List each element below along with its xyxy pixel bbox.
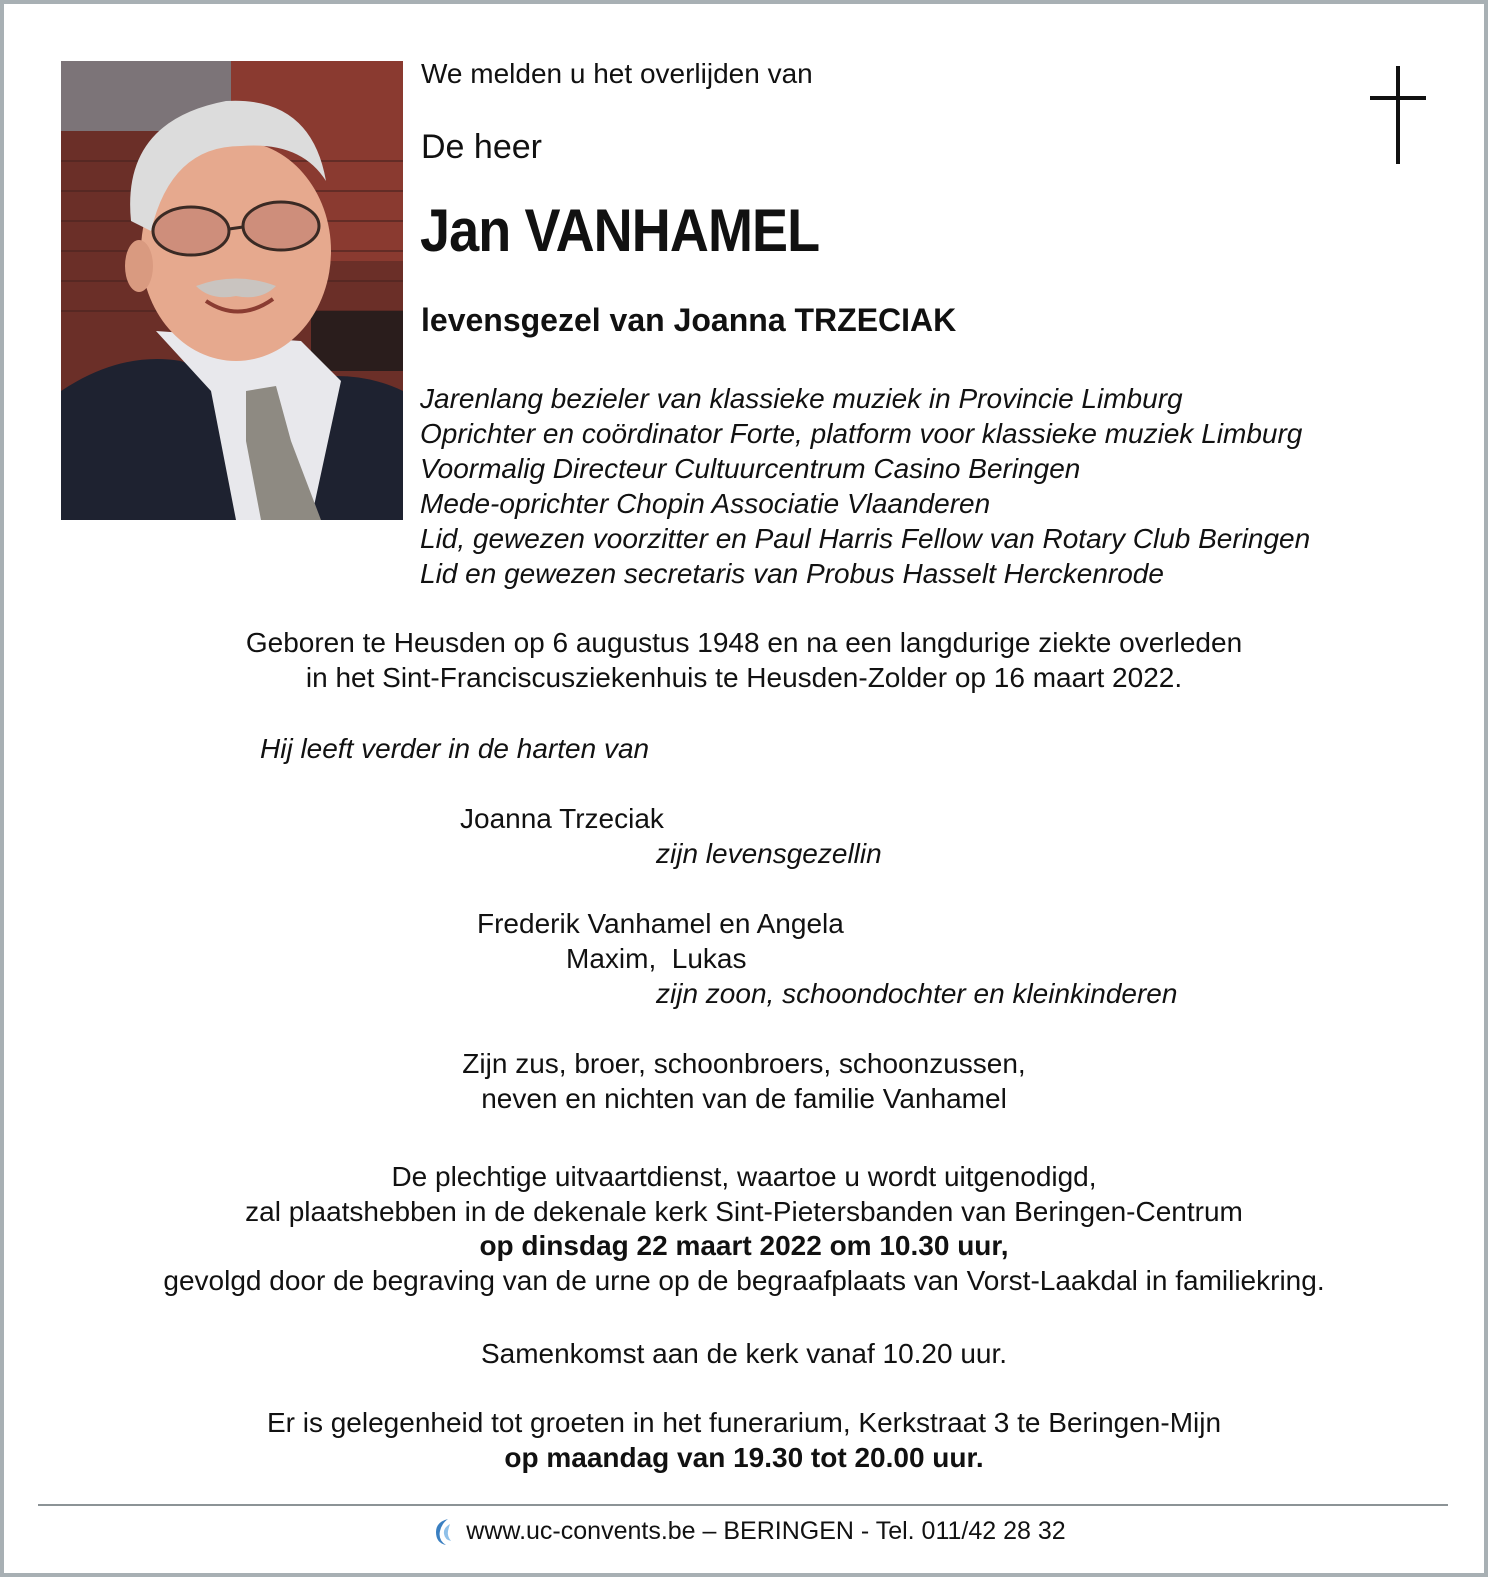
partner-role: zijn levensgezellin [656, 838, 882, 869]
bio-line: Lid en gewezen secretaris van Probus Hasselt Herckenrode [420, 558, 1164, 589]
birth-line: Geboren te Heusden op 6 augustus 1948 en na een langdurige ziekte overleden [245, 627, 1243, 658]
grandchildren-names: Maxim, Lukas [566, 943, 747, 974]
visitation-line: Er is gelegenheid tot groeten in het funerarium, Kerkstraat 3 te Beringen-Mijn [266, 1407, 1222, 1438]
death-line: in het Sint-Franciscusziekenhuis te Heusden-Zolder op 16 maart 2022. [305, 661, 1183, 693]
service-line: zal plaatshebben in de dekenale kerk Sint-Pietersbanden van Beringen-Centrum [245, 1195, 1243, 1227]
footer-contact: www.uc-convents.be – BERINGEN - Tel. 011/42 28 32 [466, 1517, 1066, 1545]
bio-line: Voormalig Directeur Cultuurcentrum Casino Beringen [420, 453, 1081, 484]
gathering-line: Samenkomst aan de kerk vanaf 10.20 uur. [480, 1338, 1008, 1369]
deceased-name: Jan VANHAMEL [420, 197, 820, 264]
visitation-time: op maandag van 19.30 tot 20.00 uur. [504, 1441, 984, 1473]
partner-name: Joanna Trzeciak [460, 803, 664, 834]
footer-divider [38, 1504, 1448, 1506]
relatives-line: neven en nichten van de familie Vanhamel [481, 1082, 1007, 1114]
honorific: De heer [421, 128, 542, 166]
son-name: Frederik Vanhamel en Angela [477, 908, 844, 939]
bio-line: Mede-oprichter Chopin Associatie Vlaanderen [420, 488, 991, 519]
visitation-block [4, 1406, 1484, 1475]
relatives-line: Zijn zus, broer, schoonbroers, schoonzussen, [462, 1048, 1026, 1079]
service-date: op dinsdag 22 maart 2022 om 10.30 uur, [479, 1230, 1009, 1261]
cross-icon [1366, 66, 1430, 164]
announcement-intro: We melden u het overlijden van [421, 58, 813, 89]
mourners-intro: Hij leeft verder in de harten van [260, 733, 650, 764]
partner-line: levensgezel van Joanna TRZECIAK [421, 302, 957, 338]
biography [420, 381, 1310, 591]
bio-line: Lid, gewezen voorzitter en Paul Harris Fellow van Rotary Club Beringen [420, 523, 1311, 554]
son-role: zijn zoon, schoondochter en kleinkinderen [656, 978, 1178, 1009]
service-block [4, 1160, 1484, 1298]
service-line: gevolgd door de begraving van de urne op de begraafplaats van Vorst-Laakdal in familiekring. [163, 1264, 1325, 1296]
birth-death-block [4, 626, 1484, 695]
relatives-block [4, 1047, 1484, 1116]
portrait-photo [61, 61, 403, 520]
bio-line: Jarenlang bezieler van klassieke muziek in Provincie Limburg [420, 383, 1183, 414]
footer [4, 1514, 1488, 1548]
funeral-home-logo-icon [430, 1516, 456, 1548]
service-line: De plechtige uitvaartdienst, waartoe u wordt uitgenodigd, [391, 1161, 1097, 1192]
bio-line: Oprichter en coördinator Forte, platform voor klassieke muziek Limburg [420, 418, 1303, 449]
